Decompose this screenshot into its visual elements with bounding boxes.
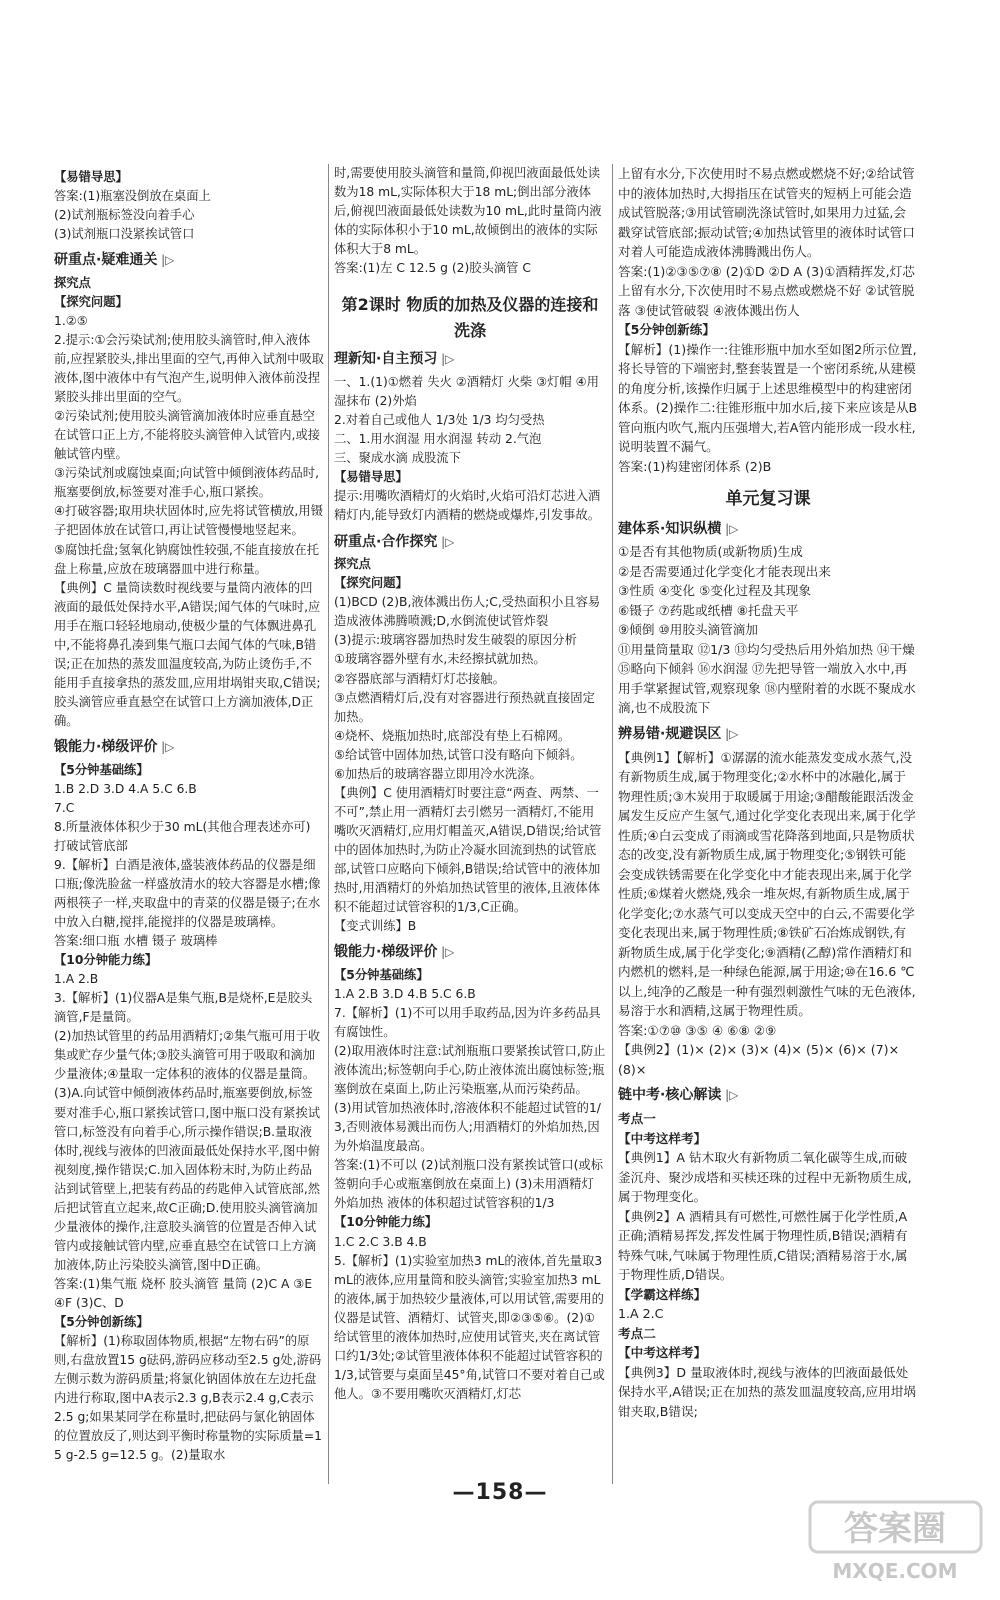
text-paragraph: 【典例1】A 钻木取火有新物质二氧化碳等生成,而破釜沉舟、聚沙成塔和买椟还珠的过程中无新物质生成,属于物理变化。 <box>618 1150 912 1205</box>
answer-line: 答案:①⑦⑩ ③⑤ ④ ⑥⑧ ②⑨ <box>618 1022 777 1038</box>
text-paragraph: 1.A 2.B 3.D 4.B 5.C 6.B <box>334 986 476 1001</box>
text-paragraph: 8.所量液体体积少于30 mL(其他合理表述亦可) 打破试管底部 <box>54 819 315 853</box>
right-column-top <box>618 164 918 476</box>
text-paragraph: (3)A.向试管中倾倒液体药品时,瓶塞要倒放,标签要对准手心,瓶口紧挨试管口,图中瓶口没有紧挨试管口,标签没有向着手心,所示操作错误;B.量取液体时,视线与液体的凹液面最低处保持水平,图中俯视刻度,操作错误;C.加入固体粉末时,为防止药品沾到试管壁上,把装有药品的药匙伸入试管底部,然后把试管直立起来,故C正确;D.使用胶头滴管滴加少量液体的操作,注意胶头滴管的位置是否伸入试管内或接触试管内壁,应垂直悬空在试管口上方滴加液体,防止污染胶头滴管,图中D正确。 <box>54 1086 321 1272</box>
text-paragraph: 9.【解析】白酒是液体,盛装液体药品的仪器是细口瓶;像洗脸盆一样盛放清水的较大容器是水槽;像两根筷子一样,夹取盘中的青菜的仪器是镊子;在水中放入白糖,搅拌,能搅拌的仪器是玻璃棒。 <box>54 857 321 930</box>
text-paragraph: ④烧杯、烧瓶加热时,底部没有垫上石棉网。 <box>334 728 571 743</box>
text-paragraph: 1.②⑤ <box>54 313 88 328</box>
text-paragraph: 【解析】(1)称取固体物质,根据“左物右码”的原则,右盘放置15 g砝码,游码应移动至2.5 g处,游码左侧示数为游码质量;将氯化钠固体放在左边托盘内进行称取,图中A表示2.3 g,B表示2.4 g,C表示2.5 g;如果某同学在称量时,把砝码与氯化钠固体的位置放反了,则达到平衡时称量物的实际质量=15 g-2.5 g=12.5 g。(2)量取水 <box>54 1334 322 1463</box>
subsection-tag: 【10分钟能力练】 <box>54 953 158 968</box>
subsection-tag: 【中考这样考】 <box>618 1345 707 1361</box>
subsection-tag: 【5分钟基础练】 <box>334 967 429 982</box>
subsection-tag: 【5分钟创新练】 <box>54 1315 149 1330</box>
text-paragraph: 时,需要使用胶头滴管和量筒,仰视凹液面最低处读数为18 mL,实际体积大于18 mL;倒出部分液体后,俯视凹液面最低处读数为10 mL,此时量筒内液体的实际体积小于10 mL,故倾倒出的液体的实际体积大于8 mL。 <box>334 166 602 257</box>
text-paragraph: 三、聚成水滴 成股流下 <box>334 451 461 466</box>
text-paragraph: ②容器底部与酒精灯灯芯接触。 <box>334 671 505 686</box>
text-paragraph: 【典例】C 量筒读数时视线要与量筒内液体的凹液面的最低处保持水平,A错误;闻气体的气味时,应用手在瓶口轻轻地扇动,使极少量的气体飘进鼻孔中,不能将鼻孔凑到集气瓶口去闻气体的气味,B错误;正在加热的蒸发皿温度较高,为防止烫伤手,不能用手直接拿热的蒸发皿,应用坩埚钳夹取,C错误;胶头滴管应垂直悬空在试管口上方滴加液体,D正确。 <box>54 580 321 728</box>
text-paragraph: ③污染试剂或腐蚀桌面;向试管中倾倒液体药品时,瓶塞要倒放,标签要对准手心,瓶口紧挨。 <box>54 466 320 500</box>
text-paragraph: 【典例3】D 量取液体时,视线与液体的凹液面最低处保持水平,A错误;正在加热的蒸发皿温度较高,应用坩埚钳夹取,B错误; <box>618 1364 916 1419</box>
text-paragraph: (3)试剂瓶口没紧挨试管口 <box>54 227 195 242</box>
subsection-tag: 【探究问题】 <box>54 294 128 309</box>
section-heading: 锻能力·梯级评价 |▷ <box>334 942 606 964</box>
text-paragraph: 7.【解析】(1)不可以用手取药品,因为许多药品具有腐蚀性。 <box>334 1005 601 1039</box>
text-paragraph: ⑥加热后的玻璃容器立即用冷水洗涤。 <box>334 766 542 781</box>
text-paragraph: ⑪用量筒量取 ⑫1/3 ⑬均匀受热后用外焰加热 ⑭干燥 ⑮略向下倾斜 ⑯水润湿 ⑰先把导管一端放入水中,再用手掌紧握试管,观察现象 ⑱内壁附着的水既不聚成水滴,也不成股流下 <box>618 641 919 716</box>
subsection-tag: 考点二 <box>618 1325 656 1341</box>
subsection-tag: 【探究问题】 <box>334 576 408 591</box>
text-paragraph: (2)加热试管里的药品用酒精灯;②集气瓶可用于收集或贮存少量气体;③胶头滴管可用于吸取和滴加少量液体;④量取一定体积的液体的仪器是量筒。 <box>54 1029 321 1082</box>
text-paragraph: ①是否有其他物质(或新物质)生成 <box>618 544 803 560</box>
middle-column-top <box>334 164 606 278</box>
answer-line: 答案:(1)瓶塞没倒放在桌面上 <box>54 189 211 204</box>
text-paragraph: ②污染试剂;使用胶头滴管滴加液体时应垂直悬空在试管口正上方,不能将胶头滴管伸入试管内,或接触试管内壁。 <box>54 409 321 462</box>
text-paragraph: 二、1.用水润湿 用水润湿 转动 2.气泡 <box>334 432 542 447</box>
text-paragraph: ①玻璃容器外壁有水,未经擦拭就加热。 <box>334 652 546 667</box>
subsection-tag: 探究点 <box>54 275 91 290</box>
lesson-title: 第2课时 物质的加热及仪器的连接和洗涤 <box>341 295 599 340</box>
answer-line: 答案:(1)集气瓶 烧杯 胶头滴管 量筒 (2)C A ③E ④F (3)C、D <box>54 1276 317 1310</box>
text-paragraph: 一、1.(1)①燃着 失火 ②酒精灯 火柴 ③灯帽 ④用湿抹布 (2)外焰 <box>334 375 599 409</box>
answer-line: 答案:(1)②③⑤⑦⑧ (2)①D ②D A (3)①酒精挥发,灯芯上留有水分,下次使用时不易点燃或燃烧不好 ②试管脱落 ③使试管破裂 ④液体溅出伤人 <box>618 263 915 318</box>
answer-line: 答案:(1)构建密闭体系 (2)B <box>618 458 772 474</box>
subsection-tag: 【10分钟能力练】 <box>334 1215 438 1230</box>
subsection-tag: 探究点 <box>334 557 371 572</box>
subsection-tag: 【5分钟基础练】 <box>54 762 149 777</box>
middle-column-bottom <box>334 349 606 1403</box>
text-paragraph: ③点燃酒精灯后,没有对容器进行预热就直接固定加热。 <box>334 690 595 724</box>
text-paragraph: 【变式训练】B <box>334 919 417 934</box>
column-divider-1 <box>328 164 329 1484</box>
section-heading: 研重点·合作探究 |▷ <box>334 532 606 554</box>
text-paragraph: ⑤腐蚀托盘;氢氧化钠腐蚀性较强,不能直接放在托盘上称量,应放在玻璃器皿中进行称量。 <box>54 542 320 576</box>
text-paragraph: 【典例2】A 酒精具有可燃性,可燃性属于化学性质,A正确;酒精易挥发,挥发性属于物理性质,B错误;酒精有特殊气味,气味属于物理性质,C错误;酒精易溶于水,属于物理性质,D错误。 <box>618 1208 908 1283</box>
text-paragraph: 2.对着自己或他人 1/3处 1/3 均匀受热 <box>334 413 545 428</box>
subsection-tag: 【5分钟创新练】 <box>618 322 715 338</box>
watermark-title: 答案圈 <box>844 1509 946 1549</box>
text-paragraph: 1.C 2.C 3.B 4.B <box>334 1234 427 1249</box>
text-paragraph: 【典例1】【解析】①潺潺的流水能蒸发变成水蒸气,没有新物质生成,属于物理变化;②水杯中的冰融化,属于物理性质;③木炭用于取暖属于用途;③醋酸能跟活泼金属发生反应产生氢气,通过化学变化表现出来,属于化学性质;④白云变成了雨滴或雪花降落到地面,只是物质状态的改变,没有新物质生成,属于物理变化;⑤钢铁可能会变成铁锈需要在化学变化中才能表现出来,属于化学性质;⑥煤着火燃烧,残余一堆灰烬,有新物质生成,属于化学变化;⑦水蒸气可以变成天空中的白云,不需要化学变化表现出来,属于物理性质;⑧铁矿石冶炼成钢铁,有新物质生成,属于化学变化;⑨酒精(乙醇)常作酒精灯和内燃机的燃料,是一种绿色能源,属于用途;⑩在16.6 ℃以上,纯净的乙酸是一种有强烈刺激性气味的无色液体,易溶于水和酒精,这属于物理性质。 <box>618 749 916 1019</box>
section-heading: 辨易错·规避误区 |▷ <box>618 724 918 746</box>
text-paragraph: 提示:用嘴吹酒精灯的火焰时,火焰可沿灯芯进入酒精灯内,能导致灯内酒精的燃烧或爆炸,引发事故。 <box>334 489 601 523</box>
text-paragraph: ⑤给试管中固体加热,试管口没有略向下倾斜。 <box>334 747 583 762</box>
text-paragraph: (3)提示:玻璃容器加热时发生破裂的原因分析 <box>334 633 577 648</box>
text-paragraph: (2)取用液体时注意:试剂瓶瓶口要紧挨试管口,防止液体流出;标签朝向手心,防止液体流出腐蚀标签;瓶塞倒放在桌面上,防止污染瓶塞,从而污染药品。 <box>334 1044 606 1097</box>
text-paragraph: 【解析】(1)操作一:往锥形瓶中加水至如图2所示位置,将长导管的下端密封,整套装置是一个密闭系统,从建模的角度分析,该操作归属于上述思维模型中的构建密闭体系。(2)操作二:往锥形瓶中加水后,接下来应该是从B管向瓶内吹气,瓶内压强增大,若A管内能形成一段水柱,说明装置不漏气。 <box>618 341 918 455</box>
text-paragraph: (1)BCD (2)B,液体溅出伤人;C,受热面积小且容易造成液体沸腾喷溅;D,水倒流使试管炸裂 <box>334 595 601 629</box>
answer-line: 答案:细口瓶 水槽 镊子 玻璃棒 <box>54 934 218 949</box>
section-heading: 锻能力·梯级评价 |▷ <box>54 737 324 759</box>
text-paragraph: 1.A 2.C <box>618 1306 664 1322</box>
right-column-bottom <box>618 519 918 1422</box>
text-paragraph: 3.【解析】(1)仪器A是集气瓶,B是烧杯,E是胶头滴管,F是量筒。 <box>54 991 313 1025</box>
column-divider-2 <box>612 164 613 1484</box>
text-paragraph: 【典例】C 使用酒精灯时要注意“两查、两禁、一不可”,禁止用一酒精灯去引燃另一酒精灯,不能用嘴吹灭酒精灯,应用灯帽盖灭,A错误,D错误;给试管中的固体加热时,为防止冷凝水回流到热的试管底部,试管口应略向下倾斜,B错误;给试管中的液体加热时,用酒精灯的外焰加热试管里的液体,且液体体积不能超过试管容积的1/3,C正确。 <box>334 785 602 915</box>
subsection-tag: 【易错导思】 <box>54 170 128 184</box>
text-paragraph: ③性质 ④变化 ⑤变化过程及其现象 <box>618 583 812 599</box>
text-paragraph: 7.C <box>54 800 75 815</box>
middle-column <box>334 164 606 1404</box>
answer-line: 答案:(1)左 C 12.5 g (2)胶头滴管 C <box>334 261 531 276</box>
text-paragraph: ⑨倾倒 ⑩用胶头滴管滴加 <box>618 622 758 638</box>
subsection-tag: 【学霸这样练】 <box>618 1286 707 1302</box>
text-paragraph: ②是否需要通过化学变化才能表现出来 <box>618 563 831 579</box>
text-paragraph: 1.B 2.D 3.D 4.A 5.C 6.B <box>54 781 197 796</box>
page-number: —158— <box>452 1480 548 1505</box>
text-paragraph: (2)试剂瓶标签没向着手心 <box>54 208 195 223</box>
right-column <box>618 164 918 1421</box>
section-heading: 建体系·知识纵横 |▷ <box>618 519 918 541</box>
unit-title: 单元复习课 <box>725 489 811 510</box>
section-heading: 理新知·自主预习 |▷ <box>334 349 606 371</box>
section-heading: 链中考·核心解读 |▷ <box>618 1085 918 1107</box>
text-paragraph: ④打破容器;取用块状固体时,应先将试管横放,用镊子把固体放在试管口,再让试管慢慢地竖起来。 <box>54 504 323 538</box>
text-paragraph: 5.【解析】(1)实验室加热3 mL的液体,首先量取3 mL的液体,应用量筒和胶头滴管;实验室加热3 mL的液体,属于加热较少量液体,可以用试管,需要用的仪器是试管、酒精灯、试管夹,即②③⑤⑥。(2)①给试管里的液体加热时,应使用试管夹,夹在离试管口约1/3处;②试管里液体体积不能超过试管容积的1/3,试管要与桌面呈45°角,试管口不要对着自己或他人。③不要用嘴吹灭酒精灯,灯芯 <box>334 1253 607 1401</box>
answer-line: 答案:(1)不可以 (2)试剂瓶口没有紧挨试管口(或标签朝向手心或瓶塞倒放在桌面上) (3)未用酒精灯外焰加热 液体的体积超过试管容积的1/3 <box>334 1158 604 1211</box>
text-paragraph: 上留有水分,下次使用时不易点燃或燃烧不好;②给试管中的液体加热时,大拇指压在试管夹的短柄上可能会造成试管脱落;③用试管刷洗涤试管时,如果用力过猛,会戳穿试管底部;振动试管;④加热试管里的液体时试管口对着人可能造成液体沸腾溅出伤人。 <box>618 166 915 260</box>
text-paragraph: 【典例2】(1)× (2)× (3)× (4)× (5)× (6)× (7)× (8)× <box>618 1042 904 1077</box>
subsection-tag: 考点一 <box>618 1111 656 1127</box>
left-column <box>54 168 324 1465</box>
text-paragraph: (3)用试管加热液体时,溶液体积不能超过试管的1/3,否则液体易溅出而伤人;用酒精灯的外焰加热,因为外焰温度最高。 <box>334 1101 601 1154</box>
text-paragraph: 1.A 2.B <box>54 972 99 987</box>
subsection-tag: 【中考这样考】 <box>618 1130 707 1146</box>
watermark-url: MXQE.COM <box>832 1559 958 1583</box>
section-heading: 研重点·疑难通关 |▷ <box>54 250 324 272</box>
subsection-tag: 【易错导思】 <box>334 470 408 485</box>
text-paragraph: ⑥镊子 ⑦药匙或纸槽 ⑧托盘天平 <box>618 602 799 618</box>
text-paragraph: 2.提示:①会污染试剂;使用胶头滴管时,伸入液体前,应捏紧胶头,排出里面的空气,再伸入试剂中吸取液体,图中液体中有气泡产生,说明伸入液体前没捏紧胶头排出里面的空气。 <box>54 333 324 405</box>
watermark-logo <box>808 1500 983 1585</box>
